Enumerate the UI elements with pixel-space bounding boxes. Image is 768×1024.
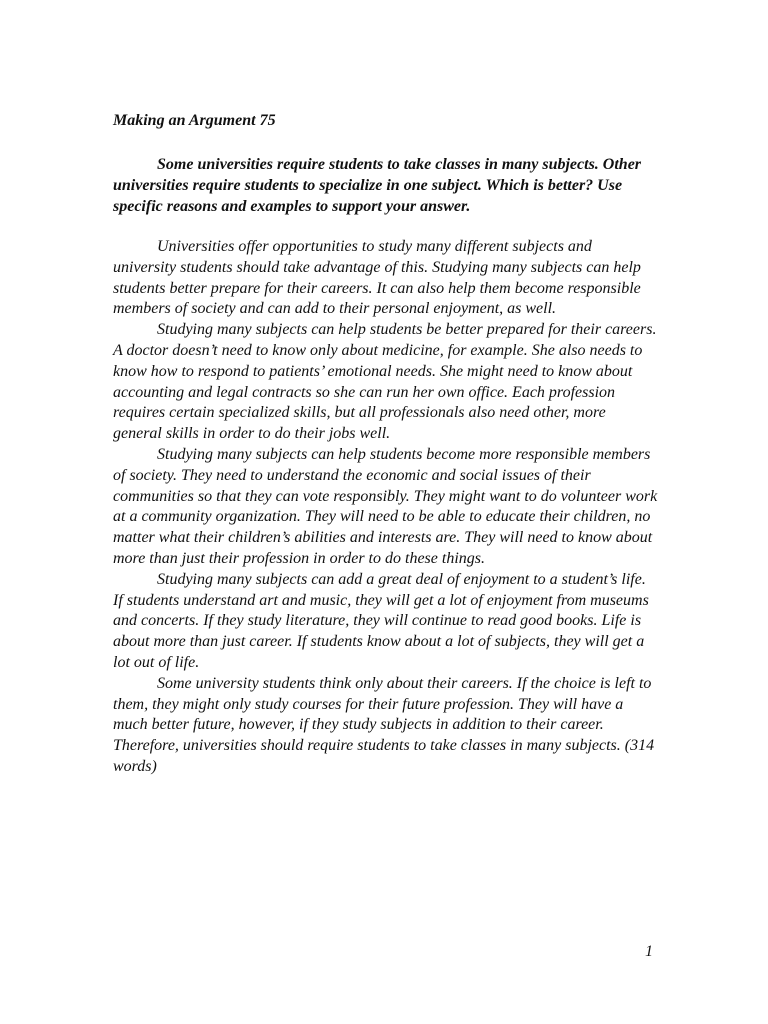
essay-paragraph-5: Some university students think only about their careers. If the choice is left to them, they might only study courses for their future profession. They will have a much better future, however, if they study subjects in addition to their career. Therefore, universities should require students to take classes in many subjects. (314 words) xyxy=(113,674,655,775)
essay-paragraph-1: Universities offer opportunities to study many different subjects and university students should take advantage of this. Studying many subjects can help students better prepare for their careers. It can also help them become responsible members of society and can add to their personal enjoyment, as well. xyxy=(113,238,641,318)
essay-body xyxy=(113,237,658,778)
essay-paragraph-3: Studying many subjects can help students become more responsible members of society. They need to understand the economic and social issues of their communities so that they can vote responsibly. They might want to do volunteer work at a community organization. They will need to be able to educate their children, no matter what their children’s abilities and interests are. They will need to know about more than just their profession in order to do these things. xyxy=(113,445,658,567)
essay-paragraph-2: Studying many subjects can help students be better prepared for their careers. A doctor doesn’t need to know only about medicine, for example. She also needs to know how to respond to patients’ emotional needs. She might need to know about accounting and legal contracts so she can run her own office. Each profession requires certain specialized skills, but all professionals also need other, more general skills in order to do their jobs well. xyxy=(113,321,657,443)
page-number: 1 xyxy=(645,943,653,960)
essay-prompt: Some universities require students to take classes in many subjects. Other universities require students to specialize in one subject. Which is better? Use specific reasons and examples to support your answer. xyxy=(113,156,642,215)
essay-paragraph-4: Studying many subjects can add a great deal of enjoyment to a student’s life. If students understand art and music, they will get a lot of enjoyment from museums and concerts. If they study literature, they will continue to read good books. Life is about more than just career. If students know about a lot of subjects, they will get a lot out of life. xyxy=(113,570,649,671)
document-title: Making an Argument 75 xyxy=(113,112,276,129)
